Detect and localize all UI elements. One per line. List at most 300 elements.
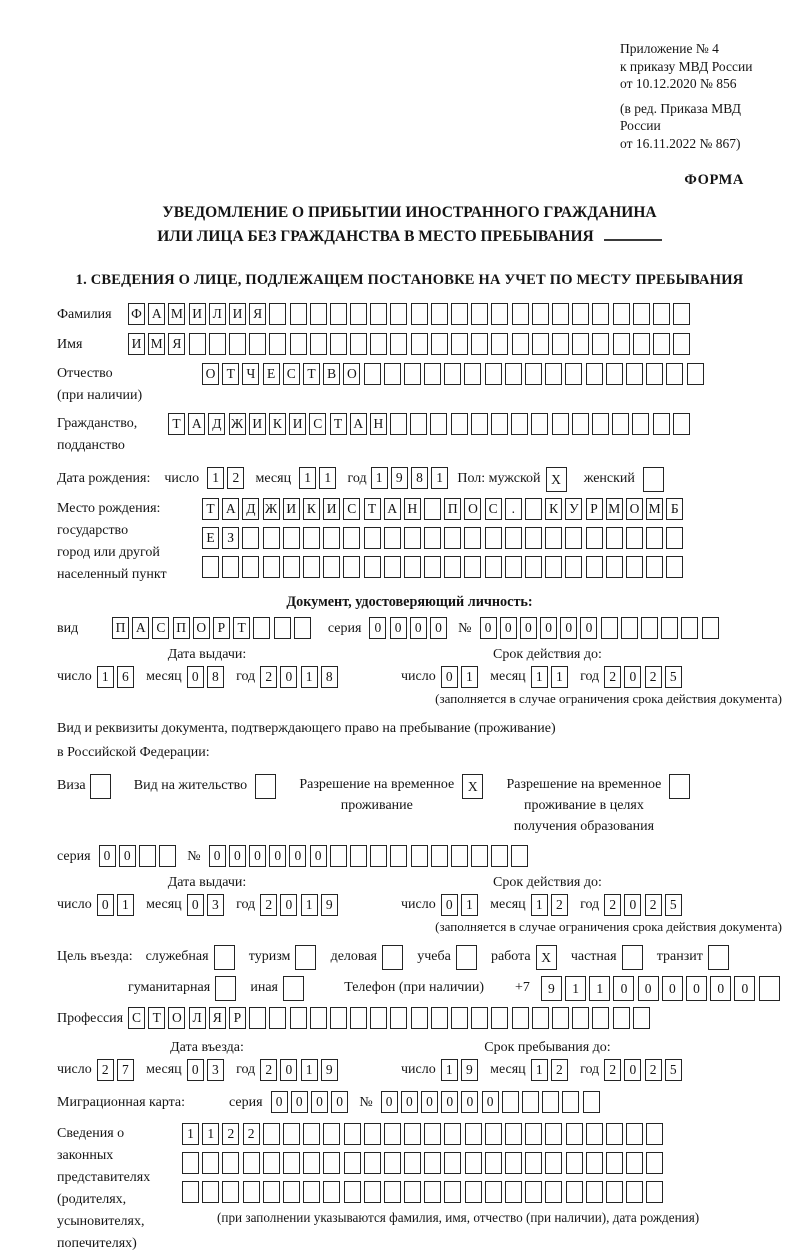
- char-box[interactable]: [471, 333, 488, 355]
- char-box[interactable]: Т: [148, 1007, 165, 1029]
- char-box[interactable]: [471, 303, 488, 325]
- char-box[interactable]: [666, 556, 683, 578]
- char-box[interactable]: 1: [299, 467, 316, 489]
- char-box[interactable]: [626, 527, 643, 549]
- char-box[interactable]: [384, 363, 401, 385]
- char-box[interactable]: 0: [520, 617, 537, 639]
- char-box[interactable]: 0: [280, 666, 297, 688]
- char-box[interactable]: [303, 556, 320, 578]
- char-box[interactable]: [646, 1181, 663, 1203]
- char-box[interactable]: [384, 527, 401, 549]
- char-box[interactable]: С: [485, 498, 502, 520]
- char-box[interactable]: 2: [645, 894, 662, 916]
- char-box[interactable]: [323, 556, 340, 578]
- char-box[interactable]: [431, 845, 448, 867]
- char-box[interactable]: 1: [441, 1059, 458, 1081]
- char-box[interactable]: [471, 1007, 488, 1029]
- char-box[interactable]: [545, 1123, 562, 1145]
- char-box[interactable]: [586, 556, 603, 578]
- char-box[interactable]: 0: [331, 1091, 348, 1113]
- char-box[interactable]: [364, 556, 381, 578]
- char-box[interactable]: 2: [604, 666, 621, 688]
- char-box[interactable]: Р: [586, 498, 603, 520]
- char-box[interactable]: [382, 945, 403, 970]
- char-box[interactable]: [323, 1181, 340, 1203]
- char-box[interactable]: [411, 303, 428, 325]
- char-box[interactable]: [451, 845, 468, 867]
- char-box[interactable]: О: [168, 1007, 185, 1029]
- char-box[interactable]: [653, 303, 670, 325]
- char-box[interactable]: [525, 556, 542, 578]
- char-box[interactable]: П: [173, 617, 190, 639]
- char-box[interactable]: [253, 617, 270, 639]
- char-box[interactable]: [283, 527, 300, 549]
- char-box[interactable]: 1: [531, 1059, 548, 1081]
- char-box[interactable]: [592, 303, 609, 325]
- char-box[interactable]: С: [309, 413, 326, 435]
- char-box[interactable]: 0: [482, 1091, 499, 1113]
- char-box[interactable]: 0: [662, 976, 683, 1001]
- char-box[interactable]: [633, 303, 650, 325]
- char-box[interactable]: 1: [551, 666, 568, 688]
- char-box[interactable]: 0: [229, 845, 246, 867]
- char-box[interactable]: [626, 1181, 643, 1203]
- char-box[interactable]: [444, 556, 461, 578]
- char-box[interactable]: [565, 527, 582, 549]
- char-box[interactable]: [511, 845, 528, 867]
- char-box[interactable]: 9: [461, 1059, 478, 1081]
- char-box[interactable]: Т: [233, 617, 250, 639]
- char-box[interactable]: 9: [391, 467, 408, 489]
- char-box[interactable]: 0: [461, 1091, 478, 1113]
- char-box[interactable]: 0: [540, 617, 557, 639]
- char-box[interactable]: 1: [207, 467, 224, 489]
- char-box[interactable]: В: [323, 363, 340, 385]
- char-box[interactable]: [202, 1181, 219, 1203]
- char-box[interactable]: [485, 556, 502, 578]
- char-box[interactable]: [586, 363, 603, 385]
- char-box[interactable]: С: [283, 363, 300, 385]
- char-box[interactable]: 0: [638, 976, 659, 1001]
- char-box[interactable]: [384, 1181, 401, 1203]
- char-box[interactable]: 0: [410, 617, 427, 639]
- char-box[interactable]: 2: [260, 894, 277, 916]
- char-box[interactable]: 6: [117, 666, 134, 688]
- char-box[interactable]: 0: [500, 617, 517, 639]
- char-box[interactable]: [485, 527, 502, 549]
- char-box[interactable]: А: [222, 498, 239, 520]
- char-box[interactable]: [613, 1007, 630, 1029]
- char-box[interactable]: [505, 1123, 522, 1145]
- char-box[interactable]: А: [188, 413, 205, 435]
- char-box[interactable]: [263, 1181, 280, 1203]
- char-box[interactable]: [586, 527, 603, 549]
- char-box[interactable]: Ж: [229, 413, 246, 435]
- char-box[interactable]: [444, 527, 461, 549]
- char-box[interactable]: С: [152, 617, 169, 639]
- char-box[interactable]: [229, 333, 246, 355]
- char-box[interactable]: [424, 498, 441, 520]
- char-box[interactable]: 0: [401, 1091, 418, 1113]
- char-box[interactable]: К: [269, 413, 286, 435]
- char-box[interactable]: [364, 527, 381, 549]
- char-box[interactable]: [566, 1181, 583, 1203]
- char-box[interactable]: Б: [666, 498, 683, 520]
- char-box[interactable]: [505, 1181, 522, 1203]
- char-box[interactable]: [641, 617, 658, 639]
- char-box[interactable]: [464, 556, 481, 578]
- char-box[interactable]: 8: [207, 666, 224, 688]
- char-box[interactable]: [310, 1007, 327, 1029]
- char-box[interactable]: [491, 845, 508, 867]
- char-box[interactable]: [562, 1091, 579, 1113]
- char-box[interactable]: 0: [187, 1059, 204, 1081]
- char-box[interactable]: [606, 363, 623, 385]
- char-box[interactable]: [189, 333, 206, 355]
- char-box[interactable]: [505, 363, 522, 385]
- char-box[interactable]: М: [646, 498, 663, 520]
- char-box[interactable]: [249, 1007, 266, 1029]
- char-box[interactable]: 5: [665, 894, 682, 916]
- char-box[interactable]: [586, 1181, 603, 1203]
- char-box[interactable]: 2: [604, 1059, 621, 1081]
- char-box[interactable]: [344, 1123, 361, 1145]
- char-box[interactable]: [330, 845, 347, 867]
- char-box[interactable]: [552, 413, 569, 435]
- char-box[interactable]: [502, 1091, 519, 1113]
- char-box[interactable]: [485, 1123, 502, 1145]
- char-box[interactable]: [404, 527, 421, 549]
- char-box[interactable]: [622, 945, 643, 970]
- char-box[interactable]: [222, 1181, 239, 1203]
- char-box[interactable]: 1: [461, 666, 478, 688]
- char-box[interactable]: [552, 303, 569, 325]
- char-box[interactable]: [612, 413, 629, 435]
- char-box[interactable]: 0: [291, 1091, 308, 1113]
- char-box[interactable]: X: [462, 774, 483, 799]
- char-box[interactable]: 8: [321, 666, 338, 688]
- char-box[interactable]: А: [148, 303, 165, 325]
- char-box[interactable]: Л: [209, 303, 226, 325]
- char-box[interactable]: [344, 1181, 361, 1203]
- char-box[interactable]: [565, 556, 582, 578]
- char-box[interactable]: [646, 1123, 663, 1145]
- char-box[interactable]: 0: [624, 894, 641, 916]
- char-box[interactable]: 9: [541, 976, 562, 1001]
- char-box[interactable]: [491, 303, 508, 325]
- char-box[interactable]: [572, 333, 589, 355]
- char-box[interactable]: 0: [624, 1059, 641, 1081]
- char-box[interactable]: 0: [289, 845, 306, 867]
- char-box[interactable]: 0: [99, 845, 116, 867]
- char-box[interactable]: М: [606, 498, 623, 520]
- char-box[interactable]: 0: [381, 1091, 398, 1113]
- char-box[interactable]: [542, 1091, 559, 1113]
- char-box[interactable]: [290, 1007, 307, 1029]
- char-box[interactable]: И: [128, 333, 145, 355]
- char-box[interactable]: [404, 1181, 421, 1203]
- char-box[interactable]: 3: [207, 894, 224, 916]
- char-box[interactable]: [343, 556, 360, 578]
- char-box[interactable]: 0: [311, 1091, 328, 1113]
- char-box[interactable]: 2: [243, 1123, 260, 1145]
- char-box[interactable]: [255, 774, 276, 799]
- char-box[interactable]: 0: [710, 976, 731, 1001]
- char-box[interactable]: Л: [189, 1007, 206, 1029]
- char-box[interactable]: 2: [551, 1059, 568, 1081]
- char-box[interactable]: [451, 1007, 468, 1029]
- char-box[interactable]: [661, 617, 678, 639]
- char-box[interactable]: [566, 1123, 583, 1145]
- char-box[interactable]: [646, 556, 663, 578]
- char-box[interactable]: [139, 845, 156, 867]
- char-box[interactable]: 1: [97, 666, 114, 688]
- char-box[interactable]: [471, 413, 488, 435]
- char-box[interactable]: [364, 363, 381, 385]
- char-box[interactable]: [606, 527, 623, 549]
- char-box[interactable]: [424, 1123, 441, 1145]
- char-box[interactable]: [465, 1181, 482, 1203]
- char-box[interactable]: [464, 527, 481, 549]
- char-box[interactable]: [633, 1007, 650, 1029]
- char-box[interactable]: Ж: [263, 498, 280, 520]
- char-box[interactable]: 0: [310, 845, 327, 867]
- char-box[interactable]: [545, 363, 562, 385]
- char-box[interactable]: 2: [645, 666, 662, 688]
- char-box[interactable]: 0: [187, 666, 204, 688]
- char-box[interactable]: [323, 1123, 340, 1145]
- char-box[interactable]: [350, 303, 367, 325]
- char-box[interactable]: 0: [613, 976, 634, 1001]
- char-box[interactable]: [330, 303, 347, 325]
- char-box[interactable]: 1: [531, 894, 548, 916]
- char-box[interactable]: [653, 333, 670, 355]
- char-box[interactable]: [525, 1123, 542, 1145]
- char-box[interactable]: [606, 1123, 623, 1145]
- char-box[interactable]: [384, 556, 401, 578]
- char-box[interactable]: 9: [321, 1059, 338, 1081]
- char-box[interactable]: 0: [421, 1091, 438, 1113]
- char-box[interactable]: [243, 1181, 260, 1203]
- char-box[interactable]: [295, 945, 316, 970]
- char-box[interactable]: А: [350, 413, 367, 435]
- char-box[interactable]: 1: [301, 666, 318, 688]
- char-box[interactable]: С: [128, 1007, 145, 1029]
- char-box[interactable]: [525, 498, 542, 520]
- char-box[interactable]: [512, 333, 529, 355]
- char-box[interactable]: [583, 1091, 600, 1113]
- char-box[interactable]: З: [222, 527, 239, 549]
- char-box[interactable]: [681, 617, 698, 639]
- char-box[interactable]: [283, 556, 300, 578]
- char-box[interactable]: Е: [263, 363, 280, 385]
- char-box[interactable]: [214, 945, 235, 970]
- char-box[interactable]: [202, 556, 219, 578]
- char-box[interactable]: [522, 1091, 539, 1113]
- char-box[interactable]: [572, 303, 589, 325]
- char-box[interactable]: [532, 1007, 549, 1029]
- char-box[interactable]: [430, 413, 447, 435]
- char-box[interactable]: X: [536, 945, 557, 970]
- char-box[interactable]: Д: [242, 498, 259, 520]
- char-box[interactable]: [294, 617, 311, 639]
- char-box[interactable]: 1: [182, 1123, 199, 1145]
- char-box[interactable]: П: [112, 617, 129, 639]
- char-box[interactable]: [545, 556, 562, 578]
- char-box[interactable]: [525, 363, 542, 385]
- char-box[interactable]: О: [464, 498, 481, 520]
- char-box[interactable]: 2: [227, 467, 244, 489]
- char-box[interactable]: [411, 1007, 428, 1029]
- char-box[interactable]: [283, 1181, 300, 1203]
- char-box[interactable]: [343, 527, 360, 549]
- char-box[interactable]: [451, 413, 468, 435]
- char-box[interactable]: [424, 556, 441, 578]
- char-box[interactable]: Я: [168, 333, 185, 355]
- char-box[interactable]: [411, 333, 428, 355]
- char-box[interactable]: Т: [364, 498, 381, 520]
- char-box[interactable]: [601, 617, 618, 639]
- char-box[interactable]: 0: [209, 845, 226, 867]
- char-box[interactable]: 1: [301, 1059, 318, 1081]
- char-box[interactable]: [505, 556, 522, 578]
- char-box[interactable]: [283, 1123, 300, 1145]
- char-box[interactable]: О: [193, 617, 210, 639]
- char-box[interactable]: [666, 527, 683, 549]
- char-box[interactable]: Н: [404, 498, 421, 520]
- char-box[interactable]: И: [189, 303, 206, 325]
- char-box[interactable]: 0: [430, 617, 447, 639]
- char-box[interactable]: 3: [207, 1059, 224, 1081]
- char-box[interactable]: [643, 467, 664, 492]
- char-box[interactable]: [283, 976, 304, 1001]
- char-box[interactable]: 9: [321, 894, 338, 916]
- char-box[interactable]: [552, 333, 569, 355]
- char-box[interactable]: [673, 303, 690, 325]
- char-box[interactable]: У: [565, 498, 582, 520]
- char-box[interactable]: [451, 333, 468, 355]
- char-box[interactable]: [505, 527, 522, 549]
- char-box[interactable]: [471, 845, 488, 867]
- char-box[interactable]: К: [545, 498, 562, 520]
- char-box[interactable]: [592, 1007, 609, 1029]
- char-box[interactable]: 0: [441, 894, 458, 916]
- char-box[interactable]: [242, 556, 259, 578]
- char-box[interactable]: [263, 556, 280, 578]
- char-box[interactable]: [404, 556, 421, 578]
- char-box[interactable]: [545, 1181, 562, 1203]
- char-box[interactable]: 1: [319, 467, 336, 489]
- char-box[interactable]: 1: [589, 976, 610, 1001]
- char-box[interactable]: [456, 945, 477, 970]
- char-box[interactable]: И: [249, 413, 266, 435]
- char-box[interactable]: Я: [209, 1007, 226, 1029]
- char-box[interactable]: [552, 1007, 569, 1029]
- char-box[interactable]: О: [626, 498, 643, 520]
- char-box[interactable]: П: [444, 498, 461, 520]
- char-box[interactable]: [532, 303, 549, 325]
- char-box[interactable]: [215, 976, 236, 1001]
- char-box[interactable]: 0: [390, 617, 407, 639]
- char-box[interactable]: [512, 303, 529, 325]
- char-box[interactable]: [759, 976, 780, 1001]
- char-box[interactable]: О: [202, 363, 219, 385]
- char-box[interactable]: [209, 333, 226, 355]
- char-box[interactable]: [532, 333, 549, 355]
- char-box[interactable]: [390, 333, 407, 355]
- char-box[interactable]: [263, 1123, 280, 1145]
- char-box[interactable]: [606, 556, 623, 578]
- char-box[interactable]: [525, 527, 542, 549]
- char-box[interactable]: М: [148, 333, 165, 355]
- char-box[interactable]: Р: [213, 617, 230, 639]
- char-box[interactable]: [511, 413, 528, 435]
- char-box[interactable]: [444, 1181, 461, 1203]
- char-box[interactable]: [687, 363, 704, 385]
- char-box[interactable]: О: [343, 363, 360, 385]
- char-box[interactable]: 0: [734, 976, 755, 1001]
- char-box[interactable]: [390, 845, 407, 867]
- char-box[interactable]: [431, 333, 448, 355]
- char-box[interactable]: [390, 413, 407, 435]
- char-box[interactable]: 0: [119, 845, 136, 867]
- char-box[interactable]: И: [229, 303, 246, 325]
- char-box[interactable]: 0: [280, 1059, 297, 1081]
- char-box[interactable]: [673, 333, 690, 355]
- char-box[interactable]: [621, 617, 638, 639]
- char-box[interactable]: [424, 1181, 441, 1203]
- char-box[interactable]: [390, 1007, 407, 1029]
- char-box[interactable]: И: [283, 498, 300, 520]
- char-box[interactable]: [491, 1007, 508, 1029]
- char-box[interactable]: [451, 303, 468, 325]
- char-box[interactable]: [424, 363, 441, 385]
- char-box[interactable]: 2: [551, 894, 568, 916]
- char-box[interactable]: [90, 774, 111, 799]
- char-box[interactable]: [269, 303, 286, 325]
- char-box[interactable]: [269, 333, 286, 355]
- char-box[interactable]: [370, 333, 387, 355]
- char-box[interactable]: 1: [565, 976, 586, 1001]
- char-box[interactable]: [303, 527, 320, 549]
- char-box[interactable]: [646, 527, 663, 549]
- char-box[interactable]: 7: [117, 1059, 134, 1081]
- char-box[interactable]: [404, 363, 421, 385]
- char-box[interactable]: [444, 1123, 461, 1145]
- char-box[interactable]: [404, 1123, 421, 1145]
- char-box[interactable]: [303, 1123, 320, 1145]
- char-box[interactable]: [350, 1007, 367, 1029]
- char-box[interactable]: [370, 1007, 387, 1029]
- char-box[interactable]: [464, 363, 481, 385]
- char-box[interactable]: 5: [665, 1059, 682, 1081]
- char-box[interactable]: Ч: [242, 363, 259, 385]
- char-box[interactable]: 0: [480, 617, 497, 639]
- char-box[interactable]: Т: [168, 413, 185, 435]
- char-box[interactable]: [613, 303, 630, 325]
- char-box[interactable]: [572, 1007, 589, 1029]
- char-box[interactable]: [364, 1123, 381, 1145]
- char-box[interactable]: [310, 303, 327, 325]
- char-box[interactable]: [491, 333, 508, 355]
- char-box[interactable]: 0: [624, 666, 641, 688]
- char-box[interactable]: [424, 527, 441, 549]
- char-box[interactable]: [274, 617, 291, 639]
- char-box[interactable]: Д: [208, 413, 225, 435]
- char-box[interactable]: Т: [202, 498, 219, 520]
- char-box[interactable]: [632, 413, 649, 435]
- char-box[interactable]: [708, 945, 729, 970]
